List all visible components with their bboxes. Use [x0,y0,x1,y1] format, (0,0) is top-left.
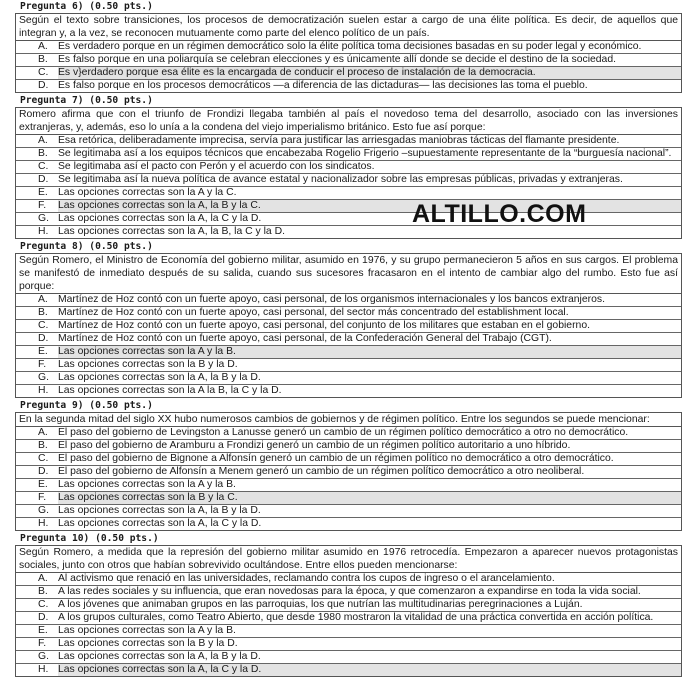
question-header: Pregunta 9) (0.50 pts.) [20,400,153,411]
option-b[interactable]: B. El paso del gobierno de Aramburu a Frondizi generó un cambio de un régimen político autoritario a uno híbrido. [16,439,681,452]
option-f-selected[interactable]: F. Las opciones correctas son la B y la C. [16,491,681,504]
option-c-selected[interactable]: C. Es v}erdadero porque esa élite es la encargada de conducir el proceso de instalación de la democracia. [16,66,681,79]
exam-page [15,0,682,677]
option-d[interactable]: D. Martínez de Hoz contó con un fuerte apoyo, casi personal, de la Confederación General del Trabajo (CGT). [16,332,681,345]
question-stem: Según el texto sobre transiciones, los procesos de democratización suelen estar a cargo de una élite política. Es decir, de aquellos que integran y, a la vez, se reconocen mutuamente como parte del elenco político de un país. [15,13,682,40]
option-b[interactable]: B. Se legitimaba así a los equipos técnicos que encabezaba Rogelio Frigerio –supuestamente representante de la “burguesía nacional”. [16,147,681,160]
question-6 [15,0,682,93]
option-h-selected[interactable]: H. Las opciones correctas son la A, la C y la D. [16,663,681,676]
question-stem: Romero afirma que con el triunfo de Frondizi llegaba también al país el novedoso tema del desarrollo, asociado con las inversiones extranjeras, y, además, eso lo unía a la condena del viejo imperialismo británico. Esto fue así porque: [15,107,682,134]
question-stem: Según Romero, el Ministro de Economía del gobierno militar, asumido en 1976, y su grupo permanecieron 5 años en sus cargos. El problema se manifestó de inmediato después de su salida, cuando sus sucesores fracasaron en el intento de cambiar algo del rumbo. Esto fue así porque: [15,253,682,293]
option-e[interactable]: E. Las opciones correctas son la A y la B. [16,478,681,491]
option-b[interactable]: B. A las redes sociales y su influencia, que eran novedosas para la época, y que comenzaron a expandirse en toda la vida social. [16,585,681,598]
option-d[interactable]: D. Se legitimaba así la nueva política de avance estatal y nacionalizador sobre las empresas públicas, privadas y extranjeras. [16,173,681,186]
option-a[interactable]: A. Al activismo que renació en las universidades, reclamando contra los cupos de ingreso o el arancelamiento. [38,573,555,584]
option-d[interactable]: D. Es falso porque en los procesos democráticos —a diferencia de las dictaduras— las decisiones las toma el pueblo. [16,79,681,92]
option-e[interactable]: E. Las opciones correctas son la A y la C. [16,186,681,199]
option-d[interactable]: D. A los grupos culturales, como Teatro Abierto, que desde 1980 mostraron la vitalidad de una práctica convertida en acción política. [16,611,681,624]
options-list [15,572,682,677]
option-f[interactable]: F. Las opciones correctas son la B y la D. [16,358,681,371]
question-10 [15,532,682,677]
options-list [15,293,682,398]
option-e[interactable]: E. Las opciones correctas son la A y la B. [16,624,681,637]
option-h[interactable]: H. Las opciones correctas son la A, la C y la D. [16,517,681,530]
option-f-selected[interactable]: F. Las opciones correctas son la A, la B y la C. [16,199,681,212]
option-e-selected[interactable]: E. Las opciones correctas son la A y la B. [16,345,681,358]
option-g[interactable]: G. Las opciones correctas son la A, la B y la D. [16,504,681,517]
option-a[interactable]: A. Esa retórica, deliberadamente imprecisa, servía para justificar las arriesgadas maniobras tácticas del flamante presidente. [38,135,620,146]
option-c[interactable]: C. Se legitimaba así el pacto con Perón y el acuerdo con los sindicatos. [16,160,681,173]
question-stem: En la segunda mitad del siglo XX hubo numerosos cambios de gobiernos y de régimen político. Entre los segundos se puede mencionar: [15,412,682,426]
option-a[interactable]: A. Martínez de Hoz contó con un fuerte apoyo, casi personal, de los organismos internacionales y los bancos extranjeros. [38,294,605,305]
option-g[interactable]: G. Las opciones correctas son la A, la B y la D. [16,650,681,663]
option-c[interactable]: C. El paso del gobierno de Bignone a Alfonsín generó un cambio de un régimen político no democrático a otro democrático. [16,452,681,465]
question-stem: Según Romero, a medida que la represión del gobierno militar asumido en 1976 retrocedía. Empezaron a aparecer nuevos protagonistas sociales, junto con otros que habían sobrevivido ocultándose. Entre ellos pueden mencionarse: [15,545,682,572]
watermark-logo: ALTILLO.COM [412,200,587,228]
option-f[interactable]: F. Las opciones correctas son la B y la D. [16,637,681,650]
question-header: Pregunta 7) (0.50 pts.) [20,95,153,106]
question-header: Pregunta 10) (0.50 pts.) [20,533,159,544]
option-a[interactable]: A. Es verdadero porque en un régimen democrático solo la élite política toma decisiones basadas en su poder legal y económico. [38,41,642,52]
option-b[interactable]: B. Martínez de Hoz contó con un fuerte apoyo, casi personal, del sector más concentrado del establishment local. [16,306,681,319]
options-list [15,426,682,531]
option-h[interactable]: H. Las opciones correctas son la A, la B, la C y la D. [16,225,681,238]
option-c[interactable]: C. A los jóvenes que animaban grupos en las parroquias, los que nutrían las multitudinarias peregrinaciones a Luján. [16,598,681,611]
option-h[interactable]: H. Las opciones correctas son la A la B, la C y la D. [16,384,681,397]
option-b[interactable]: B. Es falso porque en una poliarquía se celebran elecciones y es únicamente allí donde se decide el destino de la sociedad. [16,53,681,66]
option-g[interactable]: G. Las opciones correctas son la A, la C y la D. [16,212,681,225]
option-a[interactable]: A. El paso del gobierno de Levingston a Lanusse generó un cambio de un régimen político democrático a otro no democrático. [38,427,629,438]
question-8 [15,240,682,398]
option-g[interactable]: G. Las opciones correctas son la A, la B y la D. [16,371,681,384]
question-9 [15,399,682,531]
question-header: Pregunta 8) (0.50 pts.) [20,241,153,252]
option-d[interactable]: D. El paso del gobierno de Alfonsín a Menem generó un cambio de un régimen político democrático a otro neoliberal. [16,465,681,478]
options-list [15,40,682,93]
question-header: Pregunta 6) (0.50 pts.) [20,1,153,12]
option-c[interactable]: C. Martínez de Hoz contó con un fuerte apoyo, casi personal, del conjunto de los militares que estaban en el gobierno. [16,319,681,332]
